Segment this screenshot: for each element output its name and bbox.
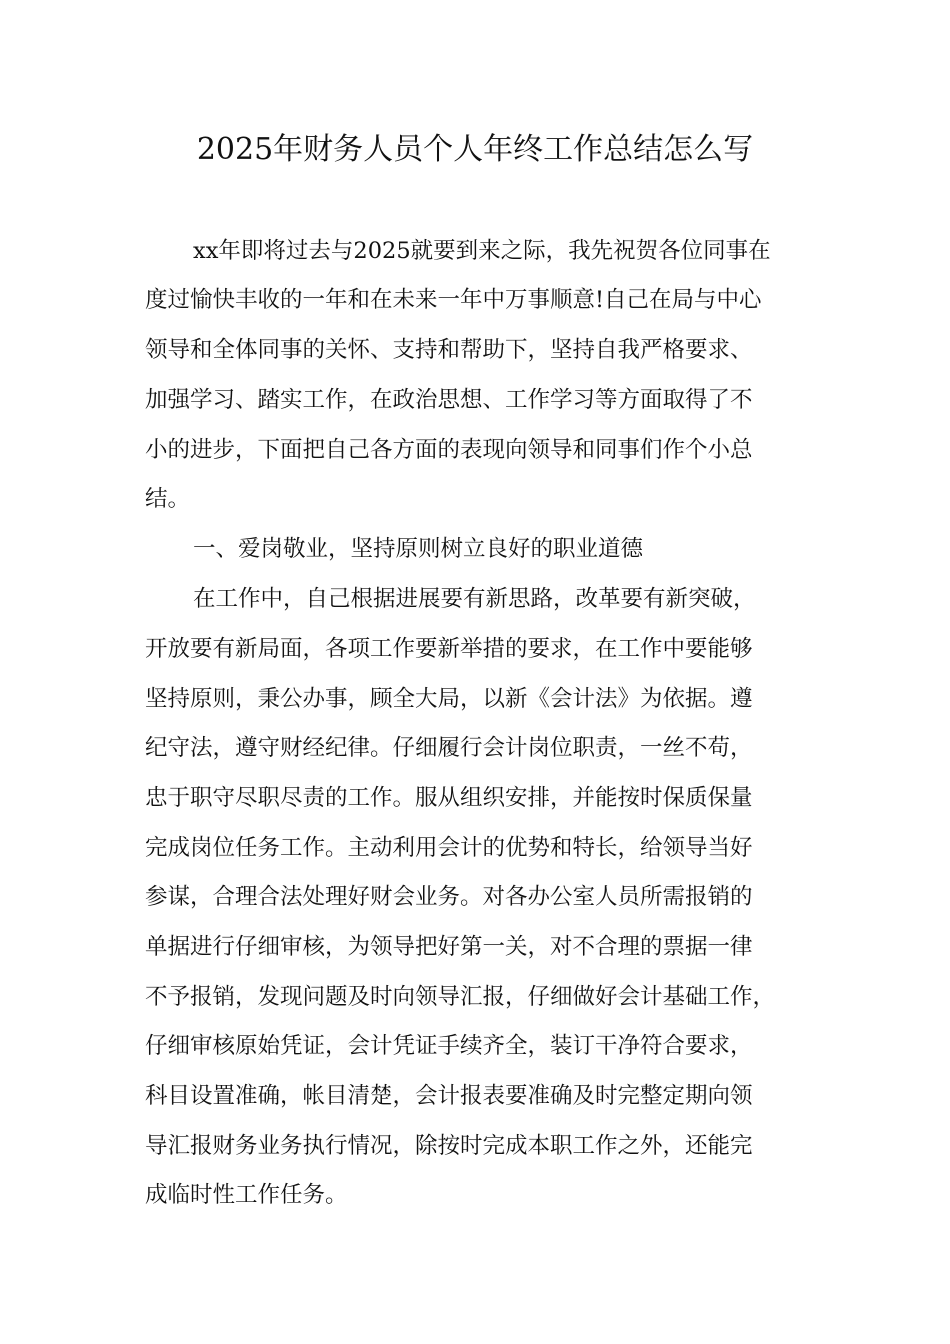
paragraph-line: 忠于职守尽职尽责的工作。服从组织安排，并能按时保质保量 — [145, 785, 753, 811]
paragraph-line: 单据进行仔细审核，为领导把好第一关，对不合理的票据一律 — [145, 934, 753, 960]
paragraph-line: 加强学习、踏实工作，在政治思想、工作学习等方面取得了不 — [145, 387, 753, 413]
paragraph-line: 科目设置准确，帐目清楚，会计报表要准确及时完整定期向领 — [145, 1083, 753, 1109]
paragraph-line: 结。 — [145, 486, 191, 512]
paragraph-line: 导汇报财务业务执行情况，除按时完成本职工作之外，还能完 — [145, 1133, 753, 1159]
paragraph-line: 参谋，合理合法处理好财会业务。对各办公室人员所需报销的 — [145, 884, 753, 910]
paragraph-line: 完成岗位任务工作。主动利用会计的优势和特长，给领导当好 — [145, 835, 753, 861]
document-title: 2025年财务人员个人年终工作总结怎么写 — [196, 132, 754, 167]
paragraph-line: 度过愉快丰收的一年和在未来一年中万事顺意!自己在局与中心 — [145, 287, 762, 313]
paragraph-line: 领导和全体同事的关怀、支持和帮助下，坚持自我严格要求、 — [145, 337, 753, 363]
paragraph-line: 开放要有新局面，各项工作要新举措的要求，在工作中要能够 — [145, 636, 753, 662]
paragraph-line: 在工作中，自己根据进展要有新思路，改革要有新突破， — [193, 586, 756, 612]
paragraph-line: xx年即将过去与2025就要到来之际，我先祝贺各位同事在 — [193, 238, 771, 264]
paragraph-line: 不予报销，发现问题及时向领导汇报，仔细做好会计基础工作， — [145, 984, 776, 1010]
paragraph-line: 仔细审核原始凭证，会计凭证手续齐全，装订干净符合要求， — [145, 1033, 753, 1059]
section-heading: 一、爱岗敬业，坚持原则树立良好的职业道德 — [193, 536, 644, 562]
paragraph-line: 坚持原则，秉公办事，顾全大局，以新《会计法》为依据。遵 — [145, 686, 753, 712]
paragraph-line: 小的进步，下面把自己各方面的表现向领导和同事们作个小总 — [145, 437, 753, 463]
paragraph-line: 成临时性工作任务。 — [145, 1182, 348, 1208]
paragraph-line: 纪守法，遵守财经纪律。仔细履行会计岗位职责，一丝不苟， — [145, 735, 753, 761]
